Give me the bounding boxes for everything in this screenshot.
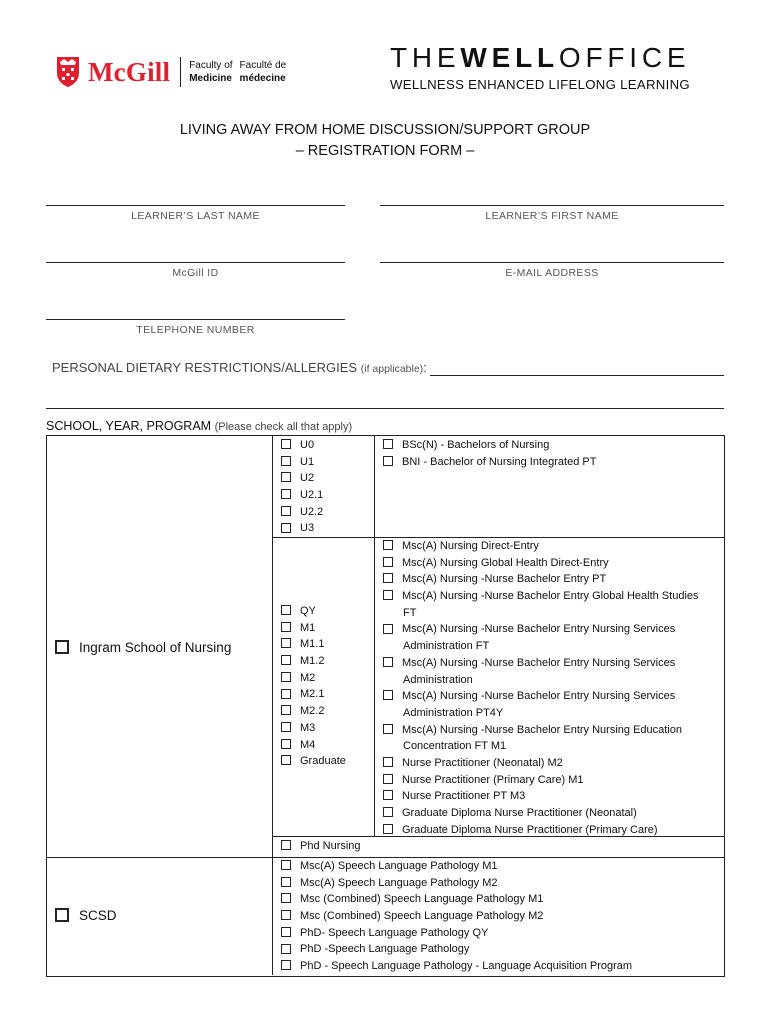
checkbox-icon[interactable] (383, 807, 393, 817)
list-item[interactable]: U2.2 (281, 504, 323, 521)
table-vline-2 (374, 435, 375, 836)
checkbox-icon[interactable] (55, 908, 69, 922)
checkbox-icon[interactable] (281, 860, 291, 870)
faculty-en-line2: Medicine (189, 73, 232, 84)
faculty-en-line1: Faculty of (189, 60, 233, 71)
email-field[interactable] (380, 262, 724, 279)
grad-program-list (383, 538, 699, 838)
dietary-label-text: PERSONAL DIETARY RESTRICTIONS/ALLERGIES (52, 360, 358, 375)
list-item[interactable]: M1.1 (281, 636, 346, 653)
checkbox-icon[interactable] (281, 605, 291, 615)
list-item[interactable]: Msc(A) Nursing -Nurse Bachelor Entry Nursing Services (383, 621, 699, 638)
list-item-continued: Concentration FT M1 (403, 740, 507, 753)
list-item[interactable]: Msc(A) Nursing Direct-Entry (383, 538, 699, 555)
list-item[interactable]: M4 (281, 737, 346, 754)
list-item[interactable]: Phd Nursing (281, 838, 361, 855)
checkbox-icon[interactable] (281, 739, 291, 749)
checkbox-icon[interactable] (383, 657, 393, 667)
list-item[interactable]: Graduate Diploma Nurse Practitioner (Neonatal) (383, 805, 699, 822)
list-item[interactable]: PhD - Speech Language Pathology - Language Acquisition Program (281, 958, 632, 975)
first-name-field[interactable] (380, 205, 724, 222)
checkbox-icon[interactable] (383, 774, 393, 784)
phd-nursing-list (281, 838, 361, 855)
checkbox-icon[interactable] (383, 590, 393, 600)
nursing-school-label: Ingram School of Nursing (79, 640, 232, 655)
mcgill-crest-icon (56, 56, 80, 88)
checkbox-icon[interactable] (281, 655, 291, 665)
dietary-label (52, 360, 427, 375)
list-item[interactable]: BSc(N) - Bachelors of Nursing (383, 437, 596, 454)
telephone-label: TELEPHONE NUMBER (136, 324, 255, 336)
list-item[interactable]: Msc(A) Nursing -Nurse Bachelor Entry Nursing Education (383, 722, 699, 739)
checkbox-icon[interactable] (383, 724, 393, 734)
list-item[interactable]: BNI - Bachelor of Nursing Integrated PT (383, 454, 596, 471)
school-heading (46, 419, 352, 433)
list-item[interactable]: U1 (281, 454, 323, 471)
checkbox-icon[interactable] (383, 757, 393, 767)
checkbox-icon[interactable] (383, 573, 393, 583)
checkbox-icon[interactable] (383, 824, 393, 834)
list-item[interactable]: Graduate (281, 753, 346, 770)
list-item[interactable]: Msc (Combined) Speech Language Pathology M1 (281, 891, 632, 908)
undergrad-year-list (281, 437, 323, 537)
faculty-name (189, 59, 286, 85)
undergrad-program-list (383, 437, 596, 470)
dietary-second-line[interactable] (46, 408, 724, 409)
checkbox-icon[interactable] (281, 456, 291, 466)
list-item[interactable]: QY (281, 603, 346, 620)
list-item[interactable]: PhD- Speech Language Pathology QY (281, 925, 632, 942)
list-item-continued: FT (403, 606, 417, 619)
list-item[interactable]: U0 (281, 437, 323, 454)
list-item[interactable]: M2 (281, 670, 346, 687)
checkbox-icon[interactable] (383, 439, 393, 449)
list-item[interactable]: U3 (281, 520, 323, 537)
well-office-office: OFFICE (558, 42, 691, 73)
checkbox-icon[interactable] (383, 540, 393, 550)
list-item[interactable]: Graduate Diploma Nurse Practitioner (Primary Care) (383, 822, 699, 839)
form-subtitle: – REGISTRATION FORM – (295, 143, 475, 159)
list-item[interactable]: Msc(A) Speech Language Pathology M2 (281, 875, 632, 892)
dietary-input-line[interactable] (430, 375, 724, 376)
list-item[interactable]: Msc(A) Nursing -Nurse Bachelor Entry Nursing Services (383, 655, 699, 672)
scsd-label: SCSD (79, 908, 117, 923)
mcgill-id-field[interactable] (46, 262, 345, 279)
list-item-continued: Administration PT4Y (403, 706, 504, 719)
mcgill-logo (56, 52, 286, 92)
list-item[interactable]: Msc(A) Nursing -Nurse Bachelor Entry Nursing Services (383, 688, 699, 705)
well-office-well: WELL (460, 42, 559, 73)
checkbox-icon[interactable] (281, 722, 291, 732)
checkbox-icon[interactable] (281, 439, 291, 449)
logo-divider (180, 57, 181, 87)
checkbox-icon[interactable] (281, 877, 291, 887)
grad-year-list (281, 603, 346, 770)
checkbox-icon[interactable] (383, 557, 393, 567)
checkbox-icon[interactable] (383, 456, 393, 466)
list-item[interactable]: M1.2 (281, 653, 346, 670)
checkbox-icon[interactable] (281, 893, 291, 903)
faculty-fr-line2: médecine (239, 73, 286, 84)
checkbox-icon[interactable] (281, 840, 291, 850)
telephone-field[interactable] (46, 319, 345, 336)
checkbox-icon[interactable] (383, 790, 393, 800)
checkbox-icon[interactable] (281, 910, 291, 920)
scsd-option[interactable] (55, 908, 117, 923)
first-name-label: LEARNER’S FIRST NAME (485, 210, 619, 222)
checkbox-icon[interactable] (281, 689, 291, 699)
list-item[interactable]: Nurse Practitioner (Neonatal) M2 (383, 755, 699, 772)
checkbox-icon[interactable] (281, 705, 291, 715)
checkbox-icon[interactable] (383, 624, 393, 634)
checkbox-icon[interactable] (281, 638, 291, 648)
checkbox-icon[interactable] (281, 755, 291, 765)
checkbox-icon[interactable] (281, 472, 291, 482)
list-item[interactable]: U2.1 (281, 487, 323, 504)
list-item[interactable]: M2.1 (281, 686, 346, 703)
list-item[interactable]: Nurse Practitioner PT M3 (383, 788, 699, 805)
checkbox-icon[interactable] (281, 622, 291, 632)
dietary-note: (if applicable) (360, 363, 424, 375)
mcgill-wordmark: McGill (88, 56, 171, 87)
checkbox-icon[interactable] (383, 690, 393, 700)
list-item[interactable]: M2.2 (281, 703, 346, 720)
faculty-fr-line1: Faculté de (239, 60, 287, 71)
table-vline-1 (272, 435, 273, 975)
well-office-logo (390, 42, 705, 74)
list-item-continued: Administration (403, 673, 473, 686)
checkbox-icon[interactable] (281, 506, 291, 516)
nursing-school-option[interactable] (55, 640, 231, 655)
checkbox-icon[interactable] (281, 944, 291, 954)
list-item[interactable]: M1 (281, 620, 346, 637)
well-office-the: THE (390, 42, 461, 73)
list-item-continued: Administration FT (403, 640, 490, 653)
checkbox-icon[interactable] (281, 523, 291, 533)
well-office-subtitle: WELLNESS ENHANCED LIFELONG LEARNING (390, 77, 690, 92)
list-item[interactable]: Msc(A) Speech Language Pathology M1 (281, 858, 632, 875)
list-item[interactable]: M3 (281, 720, 346, 737)
list-item[interactable]: Msc(A) Nursing -Nurse Bachelor Entry Global Health Studies (383, 588, 699, 605)
list-item[interactable]: Msc(A) Nursing -Nurse Bachelor Entry PT (383, 571, 699, 588)
checkbox-icon[interactable] (281, 927, 291, 937)
last-name-label: LEARNER’S LAST NAME (131, 210, 260, 222)
form-title: LIVING AWAY FROM HOME DISCUSSION/SUPPORT GROUP (179, 122, 591, 138)
list-item[interactable]: U2 (281, 470, 323, 487)
scsd-program-list (281, 858, 632, 975)
email-label: E-MAIL ADDRESS (505, 267, 599, 279)
checkbox-icon[interactable] (281, 489, 291, 499)
last-name-field[interactable] (46, 205, 345, 222)
dietary-colon: : (423, 360, 427, 375)
list-item[interactable]: PhD -Speech Language Pathology (281, 941, 632, 958)
school-heading-note: (Please check all that apply) (214, 421, 353, 433)
checkbox-icon[interactable] (55, 640, 69, 654)
checkbox-icon[interactable] (281, 960, 291, 970)
list-item[interactable]: Msc (Combined) Speech Language Pathology M2 (281, 908, 632, 925)
school-heading-text: SCHOOL, YEAR, PROGRAM (46, 419, 212, 433)
checkbox-icon[interactable] (281, 672, 291, 682)
mcgill-id-label: McGill ID (172, 267, 219, 279)
list-item[interactable]: Nurse Practitioner (Primary Care) M1 (383, 772, 699, 789)
list-item[interactable]: Msc(A) Nursing Global Health Direct-Entry (383, 555, 699, 572)
